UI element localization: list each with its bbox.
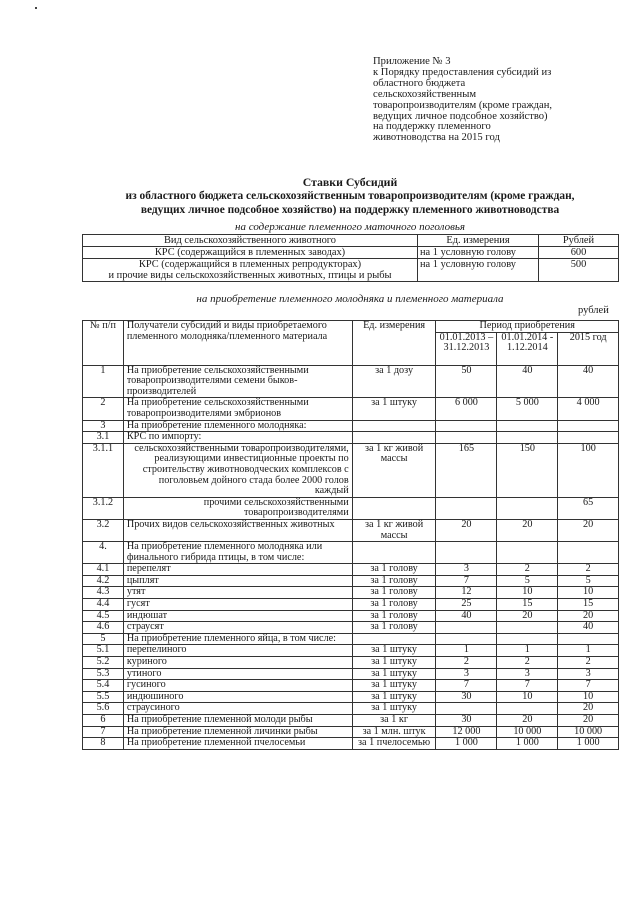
- value-2014: 20: [497, 519, 558, 541]
- row-num: 4.2: [83, 575, 124, 587]
- unit-cell: на 1 условную голову: [418, 247, 539, 259]
- value-2015: 2: [558, 564, 619, 576]
- value-2015: 7: [558, 680, 619, 692]
- value-2013: 30: [436, 715, 497, 727]
- value-2014: 2: [497, 564, 558, 576]
- row-num: 3.1: [83, 432, 124, 444]
- unit-cell: на 1 условную голову: [418, 259, 539, 282]
- row-unit: за 1 дозу: [352, 365, 436, 398]
- value-2015: 40: [558, 365, 619, 398]
- row-description: утиного: [123, 668, 352, 680]
- animal-text: КРС (содержащийся в племенных репродукторах): [138, 259, 362, 270]
- row-num: 7: [83, 726, 124, 738]
- row-num: 5.6: [83, 703, 124, 715]
- value-2013: [436, 497, 497, 519]
- table-row: [83, 680, 619, 692]
- row-num: 4.5: [83, 610, 124, 622]
- row-num: 4.3: [83, 587, 124, 599]
- value-2014: 5 000: [497, 398, 558, 420]
- row-unit: за 1 штуку: [352, 668, 436, 680]
- appendix-line: сельскохозяйственным: [373, 88, 477, 100]
- row-unit: за 1 пчелосемью: [352, 738, 436, 750]
- value-2015: 20: [558, 715, 619, 727]
- appendix-line: на поддержку племенного: [373, 121, 491, 133]
- value-2015: 20: [558, 519, 619, 541]
- value-2015: 10: [558, 691, 619, 703]
- value-2014: 10: [497, 691, 558, 703]
- table-row: [83, 622, 619, 634]
- row-num: 4.4: [83, 599, 124, 611]
- row-description: На приобретение племенной молоди рыбы: [123, 715, 352, 727]
- value-2014: 15: [497, 599, 558, 611]
- table-row: [83, 726, 619, 738]
- table-row: [83, 259, 619, 282]
- table-row: [83, 398, 619, 420]
- value-2015: 3: [558, 668, 619, 680]
- table-row: [83, 691, 619, 703]
- row-unit: за 1 кг живой массы: [352, 519, 436, 541]
- value-2013: 20: [436, 519, 497, 541]
- value-2014: [497, 420, 558, 432]
- value-2015: [558, 633, 619, 645]
- row-num: 4.6: [83, 622, 124, 634]
- table-row: [83, 587, 619, 599]
- row-num: 3.2: [83, 519, 124, 541]
- row-unit: за 1 штуку: [352, 657, 436, 669]
- row-unit: [352, 633, 436, 645]
- row-unit: за 1 штуку: [352, 691, 436, 703]
- row-num: 5.1: [83, 645, 124, 657]
- value-2015: [558, 420, 619, 432]
- row-description: На приобретение племенной пчелосемьи: [123, 738, 352, 750]
- value-2014: [497, 622, 558, 634]
- value-2015: 40: [558, 622, 619, 634]
- value-2013: [436, 420, 497, 432]
- table-header-row: [83, 321, 619, 333]
- rub-cell: 600: [539, 247, 619, 259]
- value-2013: [436, 633, 497, 645]
- value-2013: [436, 622, 497, 634]
- table-row: [83, 432, 619, 444]
- row-unit: за 1 млн. штук: [352, 726, 436, 738]
- value-2014: [497, 542, 558, 564]
- row-num: 3.1.2: [83, 497, 124, 519]
- appendix-line: товаропроизводителям (кроме граждан,: [373, 99, 553, 111]
- value-2014: 40: [497, 365, 558, 398]
- row-description: На приобретение племенного молодняка:: [123, 420, 352, 432]
- acquisition-rates-table: [82, 320, 619, 750]
- table-row: [83, 657, 619, 669]
- row-description: На приобретение племенной личинки рыбы: [123, 726, 352, 738]
- value-2015: 5: [558, 575, 619, 587]
- row-num: 5.4: [83, 680, 124, 692]
- header-unit: Ед. измерения: [352, 321, 436, 366]
- table-row: [83, 703, 619, 715]
- value-2013: 3: [436, 564, 497, 576]
- value-2013: [436, 542, 497, 564]
- row-description: индюшат: [123, 610, 352, 622]
- row-unit: [352, 420, 436, 432]
- currency-label: рублей: [578, 305, 609, 316]
- header-unit: Ед. измерения: [418, 235, 539, 247]
- value-2013: 2: [436, 657, 497, 669]
- table-row: [83, 610, 619, 622]
- row-description: страусиного: [123, 703, 352, 715]
- table-row: [83, 365, 619, 398]
- row-unit: [352, 542, 436, 564]
- row-unit: за 1 голову: [352, 575, 436, 587]
- value-2014: [497, 497, 558, 519]
- row-num: 1: [83, 365, 124, 398]
- table-row: [83, 599, 619, 611]
- table-row: [83, 247, 619, 259]
- row-unit: за 1 кг живой массы: [352, 443, 436, 497]
- animal-cell: [83, 259, 418, 282]
- value-2015: 65: [558, 497, 619, 519]
- row-description: цыплят: [123, 575, 352, 587]
- row-num: 4.: [83, 542, 124, 564]
- row-description: куриного: [123, 657, 352, 669]
- animal-cell: [83, 247, 418, 259]
- value-2013: 25: [436, 599, 497, 611]
- value-2014: 150: [497, 443, 558, 497]
- value-2015: 1 000: [558, 738, 619, 750]
- table-row: [83, 715, 619, 727]
- header-rubles: Рублей: [539, 235, 619, 247]
- animal-text: КРС (содержащийся в племенных заводах): [154, 247, 346, 258]
- table-row: [83, 645, 619, 657]
- header-desc: Получатели субсидий и виды приобретаемого племенного молодняка/племенного материала: [123, 321, 352, 366]
- section2-subtitle: на приобретение племенного молодняка и племенного материала: [196, 293, 504, 305]
- table-header-row: [83, 235, 619, 247]
- row-description: страусят: [123, 622, 352, 634]
- row-description: утят: [123, 587, 352, 599]
- row-unit: за 1 штуку: [352, 680, 436, 692]
- value-2013: 50: [436, 365, 497, 398]
- row-num: 6: [83, 715, 124, 727]
- header-period-2013: 01.01.2013 – 31.12.2013: [436, 332, 497, 365]
- value-2013: 3: [436, 668, 497, 680]
- table-row: [83, 575, 619, 587]
- value-2014: 3: [497, 668, 558, 680]
- row-description: прочими сельскохозяйственными товаропроизводителями: [123, 497, 352, 519]
- table-row: [83, 738, 619, 750]
- row-unit: за 1 голову: [352, 622, 436, 634]
- row-num: 5.3: [83, 668, 124, 680]
- value-2014: [497, 633, 558, 645]
- value-2013: 30: [436, 691, 497, 703]
- row-description: индюшиного: [123, 691, 352, 703]
- header-num: № п/п: [83, 321, 124, 366]
- value-2013: 40: [436, 610, 497, 622]
- rub-cell: 500: [539, 259, 619, 282]
- title-line-3: ведущих личное подсобное хозяйство) на поддержку племенного животноводства: [140, 204, 560, 216]
- table-row: [83, 420, 619, 432]
- value-2014: 10: [497, 587, 558, 599]
- value-2013: 1 000: [436, 738, 497, 750]
- row-num: 2: [83, 398, 124, 420]
- row-unit: за 1 штуку: [352, 645, 436, 657]
- appendix-line: ведущих личное подсобное хозяйство): [373, 110, 548, 122]
- maintenance-rates-table: [82, 234, 619, 282]
- animal-text-2: и прочие виды сельскохозяйственных животных, птицы и рыбы: [108, 270, 392, 281]
- row-num: 5.2: [83, 657, 124, 669]
- appendix-line: областного бюджета: [373, 77, 466, 89]
- value-2015: 10: [558, 587, 619, 599]
- value-2013: 12: [436, 587, 497, 599]
- value-2014: [497, 703, 558, 715]
- row-num: 3: [83, 420, 124, 432]
- row-unit: за 1 голову: [352, 610, 436, 622]
- appendix-line: Приложение № 3: [373, 56, 451, 67]
- row-num: 8: [83, 738, 124, 750]
- value-2015: [558, 542, 619, 564]
- row-unit: за 1 голову: [352, 587, 436, 599]
- row-unit: за 1 штуку: [352, 398, 436, 420]
- appendix-line: животноводства на 2015 год: [373, 132, 500, 144]
- header-period-2015: 2015 год: [558, 332, 619, 365]
- value-2015: 100: [558, 443, 619, 497]
- section1-subtitle: на содержание племенного маточного поголовья: [235, 221, 465, 233]
- value-2014: 20: [497, 610, 558, 622]
- row-description: КРС по импорту:: [123, 432, 352, 444]
- value-2014: 20: [497, 715, 558, 727]
- row-description: На приобретение племенного молодняка или финального гибрида птицы, в том числе:: [123, 542, 352, 564]
- row-num: 5.5: [83, 691, 124, 703]
- document-title: [80, 175, 620, 217]
- value-2015: 20: [558, 610, 619, 622]
- value-2015: 2: [558, 657, 619, 669]
- scan-speck: [35, 7, 37, 9]
- appendix-line: к Порядку предоставления субсидий из: [373, 66, 552, 78]
- table-row: [83, 564, 619, 576]
- table-row: [83, 497, 619, 519]
- value-2014: 5: [497, 575, 558, 587]
- row-description: На приобретение племенного яйца, в том числе:: [123, 633, 352, 645]
- value-2015: 15: [558, 599, 619, 611]
- value-2014: [497, 432, 558, 444]
- value-2015: 1: [558, 645, 619, 657]
- row-num: 3.1.1: [83, 443, 124, 497]
- appendix-note: [373, 57, 633, 144]
- value-2013: [436, 703, 497, 715]
- value-2015: 10 000: [558, 726, 619, 738]
- value-2014: 1: [497, 645, 558, 657]
- value-2015: 20: [558, 703, 619, 715]
- row-description: Прочих видов сельскохозяйственных животных: [123, 519, 352, 541]
- row-description: На приобретение сельскохозяйственными товаропроизводителями семени быков-производителей: [123, 365, 352, 398]
- table-row: [83, 443, 619, 497]
- row-num: 5: [83, 633, 124, 645]
- row-description: сельскохозяйственными товаропроизводителями, реализующими инвестиционные проекты по строительству животноводческих комплексов с поголовьем дойного стада более 2000 голов каждый: [123, 443, 352, 497]
- row-description: перепелиного: [123, 645, 352, 657]
- header-animal: Вид сельскохозяйственного животного: [83, 235, 418, 247]
- row-description: перепелят: [123, 564, 352, 576]
- value-2013: 165: [436, 443, 497, 497]
- row-unit: за 1 голову: [352, 564, 436, 576]
- title-line-2: из областного бюджета сельскохозяйственным товаропроизводителям (кроме граждан,: [125, 190, 575, 202]
- row-unit: за 1 голову: [352, 599, 436, 611]
- row-description: гусят: [123, 599, 352, 611]
- row-unit: за 1 кг: [352, 715, 436, 727]
- value-2014: 10 000: [497, 726, 558, 738]
- value-2014: 2: [497, 657, 558, 669]
- row-unit: [352, 432, 436, 444]
- value-2014: 1 000: [497, 738, 558, 750]
- value-2015: [558, 432, 619, 444]
- row-unit: за 1 штуку: [352, 703, 436, 715]
- value-2013: [436, 432, 497, 444]
- row-num: 4.1: [83, 564, 124, 576]
- table-row: [83, 668, 619, 680]
- title-line-1: Ставки Субсидий: [302, 175, 398, 189]
- table-row: [83, 633, 619, 645]
- header-period-2014: 01.01.2014 - 1.12.2014: [497, 332, 558, 365]
- value-2013: 7: [436, 680, 497, 692]
- value-2014: 7: [497, 680, 558, 692]
- value-2013: 12 000: [436, 726, 497, 738]
- value-2013: 6 000: [436, 398, 497, 420]
- table-row: [83, 519, 619, 541]
- value-2013: 7: [436, 575, 497, 587]
- row-description: На приобретение сельскохозяйственными товаропроизводителями эмбрионов: [123, 398, 352, 420]
- row-unit: [352, 497, 436, 519]
- table-row: [83, 542, 619, 564]
- value-2013: 1: [436, 645, 497, 657]
- header-period: Период приобретения: [436, 321, 619, 333]
- value-2015: 4 000: [558, 398, 619, 420]
- row-description: гусиного: [123, 680, 352, 692]
